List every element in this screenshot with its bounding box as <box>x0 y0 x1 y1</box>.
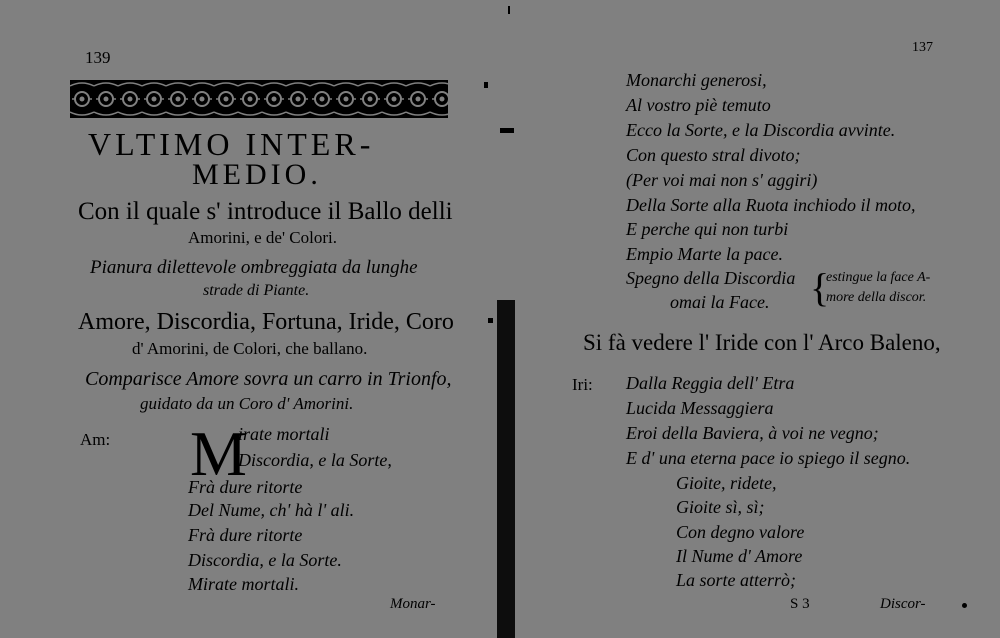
verse-line: Mirate mortali. <box>188 574 299 594</box>
speaker-amore: Am: <box>80 430 111 449</box>
verse-line: Con degno valore <box>676 522 805 542</box>
verse-line: Discordia, e la Sorte. <box>188 550 342 570</box>
stage-direction-line-2: guidato da un Coro d' Amorini. <box>140 394 354 413</box>
verse-line: Del Nume, ch' hà l' ali. <box>188 500 355 520</box>
verse-line: E d' una eterna pace io spiego il segno. <box>626 448 911 468</box>
verse-line: Della Sorte alla Ruota inchiodo il moto, <box>626 195 916 215</box>
verse-line: Spegno della Discordia <box>626 268 796 288</box>
side-note-brace: { <box>810 265 830 310</box>
scene-line-1: Pianura dilettevole ombreggiata da lunghe <box>90 257 418 278</box>
side-note-line-1: estingue la face A- <box>826 270 931 285</box>
verse-line: Gioite sì, sì; <box>676 497 765 517</box>
stage-direction-line-1: Comparisce Amore sovra un carro in Trionfo, <box>85 368 452 390</box>
left-page-number: 139 <box>85 48 111 67</box>
verse-line: Ecco la Sorte, e la Discordia avvinte. <box>626 120 896 140</box>
scene-line-2: strade di Piante. <box>203 282 310 299</box>
ornament-pattern <box>70 80 448 118</box>
verse-line: Eroi della Baviera, à voi ne vegno; <box>626 423 879 443</box>
right-page-number: 137 <box>912 40 933 55</box>
left-catchword: Monar- <box>390 596 436 612</box>
title-line-2: MEDIO. <box>192 158 322 191</box>
verse-line: irate mortali <box>238 424 330 444</box>
verse-line: La sorte atterrò; <box>676 570 797 590</box>
side-note-line-2: more della discor. <box>826 290 927 305</box>
verse-line: Gioite, ridete, <box>676 473 777 493</box>
verse-line: Empio Marte la pace. <box>626 244 783 264</box>
verse-line: Monarchi generosi, <box>626 70 767 90</box>
page-speck <box>962 603 967 608</box>
subtitle-line-1: Con il quale s' introduce il Ballo delli <box>78 198 453 225</box>
drop-cap: M <box>190 418 247 489</box>
title-line-1: VLTIMO INTER- <box>88 126 375 162</box>
verse-line: Il Nume d' Amore <box>676 546 803 566</box>
gutter-mark <box>508 6 510 14</box>
cast-line-1: Amore, Discordia, Fortuna, Iride, Coro <box>78 309 454 335</box>
verse-line: Dalla Reggia dell' Etra <box>626 373 795 393</box>
verse-line: Lucida Messaggiera <box>626 398 774 418</box>
cast-line-2: d' Amorini, de Colori, che ballano. <box>132 339 368 358</box>
subtitle-line-2: Amorini, e de' Colori. <box>188 228 337 247</box>
verse-line: Al vostro piè temuto <box>626 95 771 115</box>
book-gutter <box>497 300 515 638</box>
verse-line: Frà dure ritorte <box>188 477 303 497</box>
gutter-mark <box>500 128 514 133</box>
signature-mark: S 3 <box>790 596 810 612</box>
verse-line: Con questo stral divoto; <box>626 145 801 165</box>
section-heading: Si fà vedere l' Iride con l' Arco Baleno, <box>583 330 941 355</box>
gutter-mark <box>488 318 493 323</box>
ornament-band <box>70 80 448 118</box>
verse-line: Discordia, e la Sorte, <box>238 450 392 470</box>
verse-line: (Per voi mai non s' aggiri) <box>626 170 818 190</box>
verse-line: omai la Face. <box>670 292 770 312</box>
verse-line: E perche qui non turbi <box>626 219 789 239</box>
verse-line: Frà dure ritorte <box>188 525 303 545</box>
right-catchword: Discor- <box>880 596 926 612</box>
gutter-mark <box>484 82 488 88</box>
speaker-iride: Iri: <box>572 375 593 394</box>
